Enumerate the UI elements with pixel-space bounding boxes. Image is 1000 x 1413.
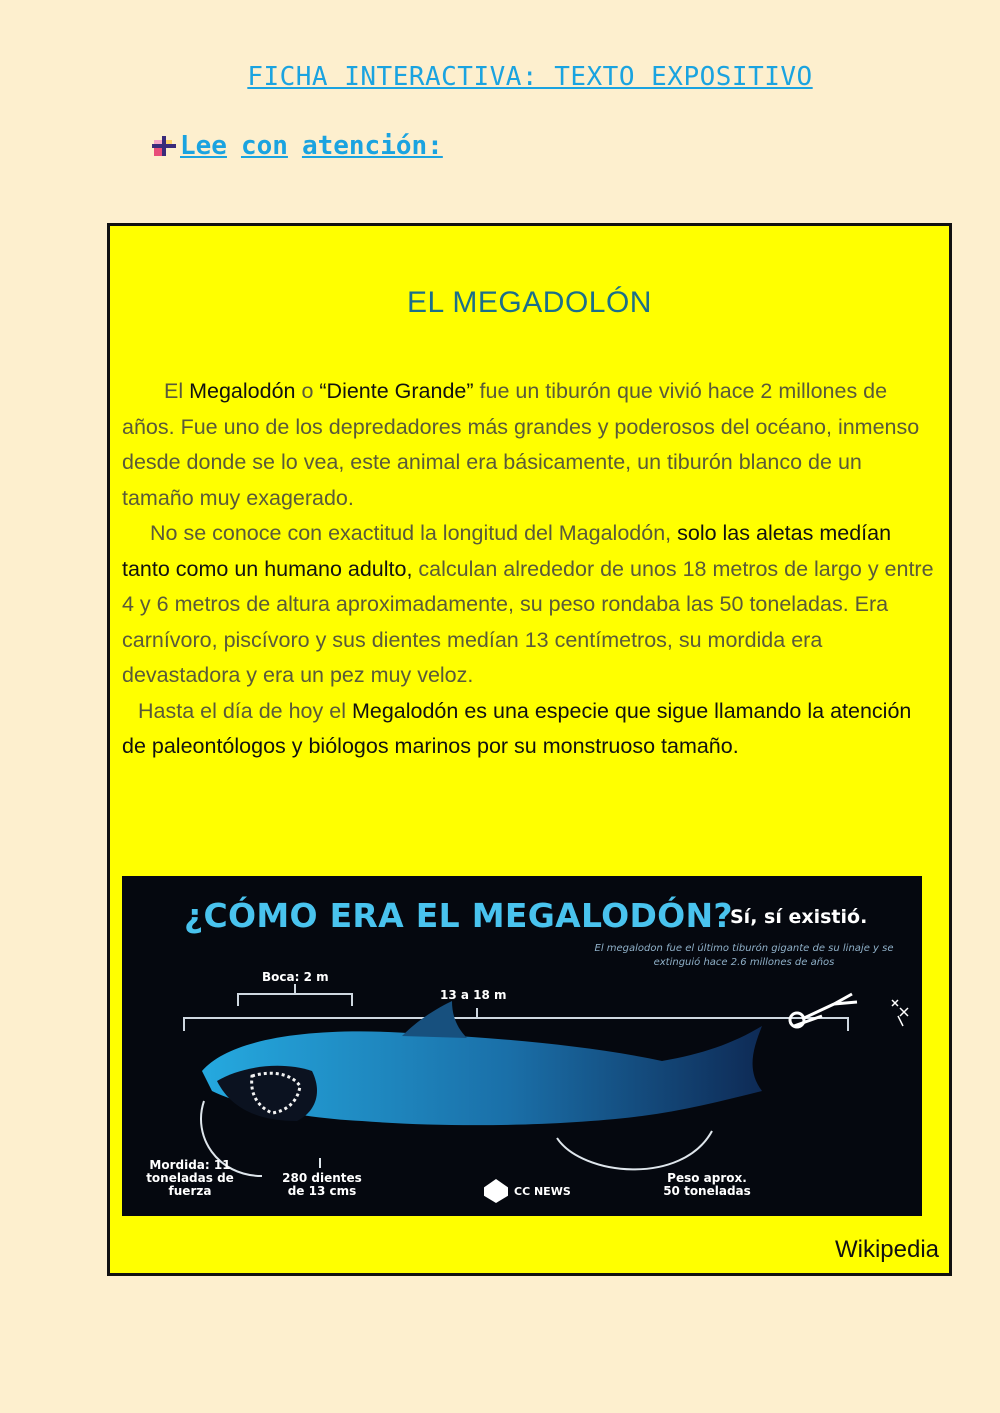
instruction-line [150, 131, 457, 161]
reading-box [107, 223, 952, 1276]
article-title: EL MEGADOLÓN [407, 286, 652, 319]
cc-news-text: CC NEWS [514, 1184, 571, 1198]
cc-news-icon [484, 1179, 508, 1203]
page-title: FICHA INTERACTIVA: TEXTO EXPOSITIVO [247, 62, 813, 92]
instruction-word: atención: [301, 131, 443, 161]
bite-label: Mordida: 11 toneladas de fuerza [146, 1158, 234, 1198]
infographic-title: ¿CÓMO ERA EL MEGALODÓN? [184, 896, 733, 935]
teeth-label: 280 dientes de 13 cms [282, 1171, 362, 1198]
sparkle-icon [892, 1000, 908, 1026]
infographic-note: El megalodon fue el último tiburón gigante de su linaje y se extinguió hace 2.6 millones de años [594, 943, 894, 968]
length-label: 13 a 18 m [440, 988, 507, 1002]
mouth-label: Boca: 2 m [262, 970, 329, 984]
article-body [122, 374, 937, 765]
megalodon-infographic [122, 876, 922, 1216]
weight-arc [557, 1131, 712, 1169]
cross-bullet-icon [150, 134, 178, 158]
instruction-word: Lee [180, 131, 227, 161]
paragraph-1: El Megalodón o “Diente Grande” fue un tiburón que vivió hace 2 millones de años. Fue uno de los depredadores más grandes y poderosos del océano, inmenso desde donde se lo vea, este animal era básicamente, un tiburón blanco de un tamaño muy exagerado. [122, 379, 920, 510]
mouth-bracket [238, 994, 352, 1006]
source-credit: Wikipedia [834, 1236, 939, 1263]
instruction-text [180, 131, 457, 161]
instruction-word: con [240, 131, 288, 161]
cc-news-logo [484, 1179, 571, 1203]
diver-icon [790, 994, 857, 1027]
length-bracket [184, 1018, 848, 1031]
infographic-subtitle: Sí, sí existió. [730, 906, 868, 928]
paragraph-2: No se conoce con exactitud la longitud del Magalodón, solo las aletas medían tanto como un humano adulto, calculan alrededor de unos 18 metros de largo y entre 4 y 6 metros de altura aproximadamente, su peso rondaba las 50 toneladas. Era carnívoro, piscívoro y sus dientes medían 13 centímetros, su mordida era devastadora y era un pez muy veloz. [122, 521, 934, 687]
paragraph-3: Hasta el día de hoy el Megalodón es una especie que sigue llamando la atención de paleontólogos y biólogos marinos por su monstruoso tamaño. [122, 698, 912, 758]
weight-label: Peso aprox. 50 toneladas [663, 1171, 751, 1198]
